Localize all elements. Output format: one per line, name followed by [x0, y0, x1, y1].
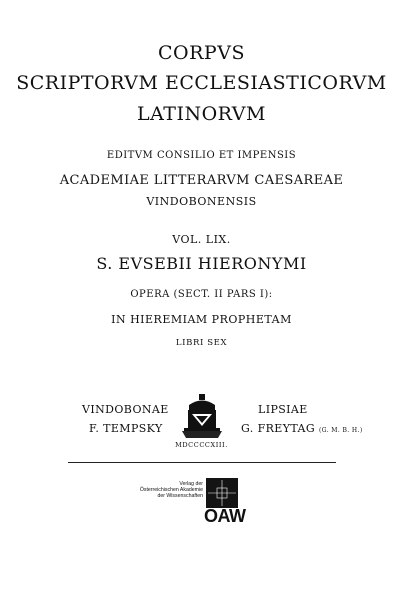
academy-line2: VINDOBONENSIS	[146, 195, 257, 208]
libri-line: LIBRI SEX	[175, 338, 228, 348]
bottom-rule	[68, 462, 336, 463]
opera-line: OPERA (SECT. II PARS I):	[130, 289, 273, 300]
imprint-right-publisher-wrap	[241, 422, 363, 435]
imprint-left-city: VINDOBONAE	[82, 403, 169, 416]
volume-number: VOL. LIX.	[172, 233, 231, 246]
printer-emblem-icon	[180, 393, 224, 439]
academy-line1: ACADEMIAE LITTERARVM CAESAREAE	[59, 173, 344, 188]
logo-oaw: ÖAW	[204, 506, 246, 526]
imprint-right-publisher: G. FREYTAG	[241, 422, 316, 435]
author-name: S. EVSEBII HIERONYMI	[96, 254, 307, 273]
imprint-left-publisher: F. TEMPSKY	[89, 422, 163, 435]
work-title: IN HIEREMIAM PROPHETAM	[111, 313, 292, 326]
series-title-line3: LATINORVM	[137, 103, 266, 125]
imprint-year: MDCCCCXIII.	[175, 441, 228, 449]
imprint-right-suffix: (G. M. B. H.)	[318, 427, 363, 434]
series-title-line2: SCRIPTORVM ECCLESIASTICORVM	[16, 72, 387, 94]
series-title-line1: CORPVS	[158, 42, 245, 64]
logo-mark-icon	[206, 478, 238, 508]
imprint-right-city: LIPSIAE	[258, 403, 308, 416]
logo-text: Verlag der Österreichischen Akademie der Wissenschaften	[139, 481, 203, 500]
editum-line: EDITVM CONSILIO ET IMPENSIS	[106, 150, 297, 161]
publisher-logo	[139, 478, 269, 526]
